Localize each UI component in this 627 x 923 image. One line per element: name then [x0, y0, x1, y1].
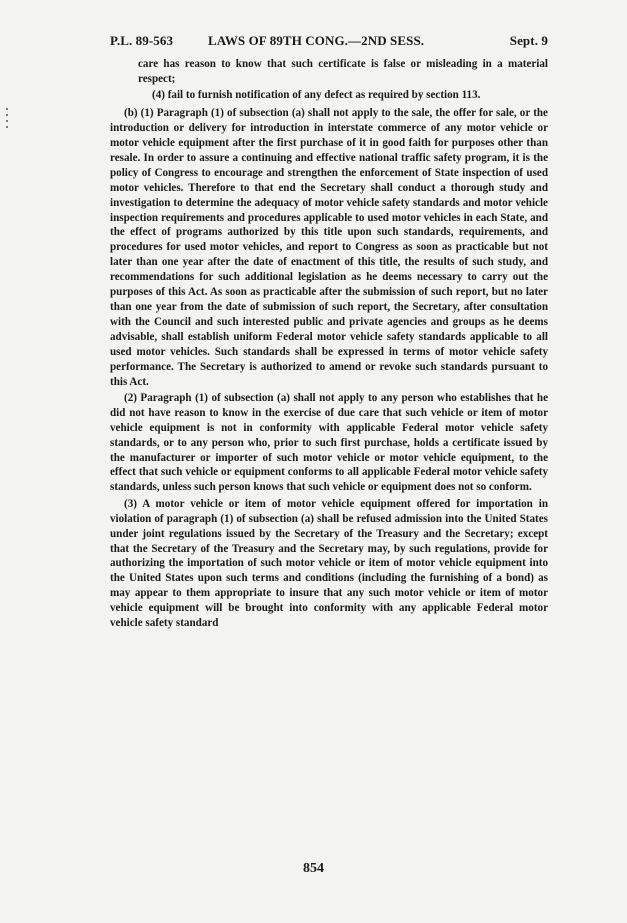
paragraph-continuation: care has reason to know that such certificate is false or misleading in a material respect;	[138, 58, 548, 85]
paragraph-b-3: (3) A motor vehicle or item of motor vehicle equipment offered for importation in violation of paragraph (1) of subsection (a) shall be refused admission into the United States under joint regulations issued by the Secretary of the Treasury and the Secretary; except that the Secretary of the Treasury and the Secretary may, by such regulations, provide for authorizing the importation of such motor vehicle or item of motor vehicle equipment into the United States upon such terms and conditions (including the furnishing of a bond) as may appear to them appropriate to insure that any such motor vehicle or item of motor vehicle equipment will be brought into conformity with any applicable Federal motor vehicle safety standard	[110, 497, 548, 630]
header-date: Sept. 9	[509, 33, 548, 48]
page-number: 854	[303, 861, 324, 876]
paragraph-item-4: (4) fail to furnish notification of any defect as required by section 113.	[152, 89, 481, 102]
running-header	[110, 33, 548, 51]
margin-mark	[6, 108, 9, 136]
paragraph-b-1: (b) (1) Paragraph (1) of subsection (a) shall not apply to the sale, the offer for sale, or the introduction or delivery for introduction in interstate commerce of any motor vehicle or motor vehicle equipment after the first purchase of it in good faith for purposes other than resale. In order to assure a continuing and effective national traffic safety program, it is the policy of Congress to encourage and strengthen the enforcement of State inspection of used motor vehicles. Therefore to that end the Secretary shall conduct a thorough study and investigation to determine the adequacy of motor vehicle safety standards and motor vehicle inspection requirements and procedures applicable to used motor vehicles in each State, and the effect of programs authorized by this title upon such standards, requirements, and procedures for used motor vehicles, and report to Congress as soon as practicable but not later than one year after the date of enactment of this title, the results of such study, and recommendations for such additional legislation as he deems necessary to carry out the purposes of this Act. As soon as practicable after the submission of such report, but no later than one year from the date of submission of such report, the Secretary, after consultation with the Council and such interested public and private agencies and groups as he deems advisable, shall establish uniform Federal motor vehicle safety standards applicable to all used motor vehicles. Such standards shall be expressed in terms of motor vehicle safety performance. The Secretary is authorized to amend or revoke such standards pursuant to this Act.	[110, 107, 548, 388]
paragraph-b-2: (2) Paragraph (1) of subsection (a) shall not apply to any person who establishes that he did not have reason to know in the exercise of due care that such vehicle or item of motor vehicle equipment is not in conformity with applicable Federal motor vehicle safety standards, or to any person who, prior to such first purchase, holds a certificate issued by the manufacturer or importer of such motor vehicle or motor vehicle equipment, to the effect that such vehicle or equipment conforms to all applicable Federal motor vehicle safety standards, unless such person knows that such vehicle or equipment does not so conform.	[110, 391, 548, 494]
header-title: LAWS OF 89TH CONG.—2ND SESS.	[208, 33, 425, 48]
statute-text	[110, 57, 548, 632]
public-law-citation: P.L. 89-563	[110, 33, 174, 48]
